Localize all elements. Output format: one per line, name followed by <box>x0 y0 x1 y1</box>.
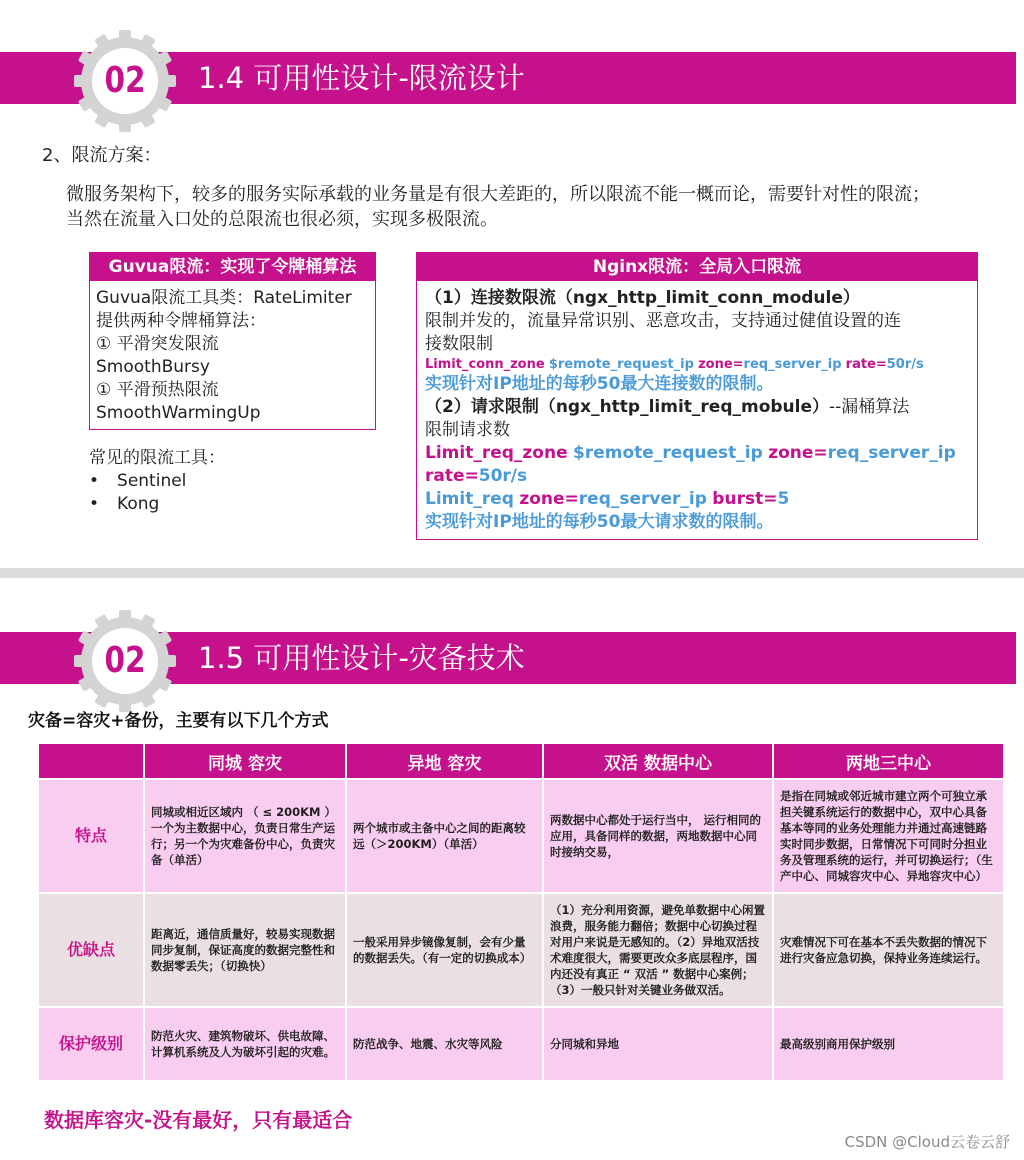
table-corner <box>38 743 144 779</box>
guava-line: 提供两种令牌桶算法： <box>96 311 266 331</box>
table-cell: 最高级别商用保护级别 <box>773 1007 1004 1081</box>
gear-badge-icon <box>72 28 178 134</box>
table-cell: 防范战争、地震、水灾等风险 <box>346 1007 543 1081</box>
tool-item <box>89 493 159 516</box>
dr-table <box>37 742 1005 1082</box>
table-cell: 两数据中心都处于运行当中， 运行相同的应用，具备同样的数据，两地数据中心同时接纳交易， <box>543 779 773 893</box>
table-row <box>38 779 1004 893</box>
conn-limit-title: （1）连接数限流（ngx_http_limit_conn_module） <box>425 288 860 308</box>
table-header: 双活 数据中心 <box>543 743 773 779</box>
conn-limit-result: 实现针对IP地址的每秒50最大连接数的限制。 <box>425 374 774 394</box>
conn-limit-desc: 接数限制 <box>425 334 493 354</box>
guava-line: SmoothBursy <box>96 357 210 377</box>
bullet-icon: • <box>89 471 100 491</box>
req-limit-result: 实现针对IP地址的每秒50最大请求数的限制。 <box>425 512 774 532</box>
tool-item-label: Sentinel <box>117 471 187 491</box>
req-limit-desc: 限制请求数 <box>425 420 510 440</box>
req-limit-code: rate=50r/s <box>425 466 528 486</box>
conn-limit-desc: 限制并发的，流量异常识别、恶意攻击，支持通过健值设置的连 <box>425 311 901 331</box>
guava-line: Guvua限流工具类：RateLimiter <box>96 288 352 308</box>
table-header: 同城 容灾 <box>144 743 346 779</box>
intro-line-2: 当然在流量入口处的总限流也很必须，实现多极限流。 <box>66 209 498 230</box>
nginx-box <box>416 252 978 540</box>
table-cell: 分同城和异地 <box>543 1007 773 1081</box>
req-limit-code: Limit_req zone=req_server_ip burst=5 <box>425 489 790 509</box>
footer-slogan: 数据库容灾-没有最好，只有最适合 <box>44 1108 353 1132</box>
slide-rate-limiting <box>0 0 1024 568</box>
guava-line: ① 平滑预热限流 <box>96 380 219 400</box>
badge-number: 02 <box>104 640 146 681</box>
watermark: CSDN @Cloud云卷云舒 <box>844 1133 1010 1151</box>
slide-title: 1.4 可用性设计-限流设计 <box>198 61 525 95</box>
table-cell: （1）充分利用资源，避免单数据中心闲置浪费，服务能力翻倍；数据中心切换过程对用户来说是无感知的。（2）异地双活技术难度很大，需要更改众多底层程序，国内还没有真正 “ 双活 ” 数据中心案例；（3）一般只针对关键业务做双活。 <box>543 893 773 1007</box>
guava-box <box>89 252 376 430</box>
table-header-row <box>38 743 1004 779</box>
table-cell: 距离近，通信质量好，较易实现数据同步复制，保证高度的数据完整性和数据零丢失；（切换快） <box>144 893 346 1007</box>
gear-badge-icon <box>72 608 178 714</box>
badge-number: 02 <box>104 60 146 101</box>
table-cell: 一般采用异步镜像复制，会有少量的数据丢失。（有一定的切换成本） <box>346 893 543 1007</box>
guava-line: SmoothWarmingUp <box>96 403 261 423</box>
row-label: 特点 <box>38 779 144 893</box>
req-limit-title: （2）请求限制（ngx_http_limit_req_mobule）--漏桶算法 <box>425 397 910 417</box>
intro-line-1: 微服务架构下，较多的服务实际承载的业务量是有很大差距的，所以限流不能一概而论，需要针对性的限流； <box>66 184 930 205</box>
tool-item <box>89 470 186 493</box>
tool-item-label: Kong <box>117 494 160 514</box>
conn-limit-code: Limit_conn_zone $remote_request_ip zone=req_server_ip rate=50r/s <box>425 357 924 372</box>
guava-line: ① 平滑突发限流 <box>96 334 219 354</box>
section-heading: 2、限流方案： <box>42 145 162 166</box>
table-header: 两地三中心 <box>773 743 1004 779</box>
nginx-box-title: Nginx限流：全局入口限流 <box>417 253 977 281</box>
guava-box-title: Guvua限流：实现了令牌桶算法 <box>90 253 375 281</box>
table-cell: 是指在同城或邻近城市建立两个可独立承担关键系统运行的数据中心，双中心具备基本等同的业务处理能力并通过高速链路实时同步数据，日常情况下可同时分担业务及管理系统的运行，并可切换运行；（生产中心、同城容灾中心、异地容灾中心） <box>773 779 1004 893</box>
table-header: 异地 容灾 <box>346 743 543 779</box>
table-cell: 灾难情况下可在基本不丢失数据的情况下进行灾备应急切换，保持业务连续运行。 <box>773 893 1004 1007</box>
table-row <box>38 1007 1004 1081</box>
tools-heading: 常见的限流工具： <box>89 448 225 468</box>
table-cell: 两个城市或主备中心之间的距离较远（＞200KM）（单活） <box>346 779 543 893</box>
req-limit-code: Limit_req_zone $remote_request_ip zone=req_server_ip <box>425 443 956 463</box>
table-cell: 防范火灾、建筑物破坏、供电故障、计算机系统及人为破坏引起的灾难。 <box>144 1007 346 1081</box>
table-cell: 同城或相近区域内 （ ≤ 200KM ）一个为主数据中心，负责日常生产运行；另一个为灾难备份中心，负责灾备（单活） <box>144 779 346 893</box>
slide-title: 1.5 可用性设计-灾备技术 <box>198 641 525 675</box>
dr-intro: 灾备=容灾+备份，主要有以下几个方式 <box>28 711 329 731</box>
bullet-icon: • <box>89 494 100 514</box>
slide-disaster-recovery <box>0 578 1024 1160</box>
row-label: 优缺点 <box>38 893 144 1007</box>
table-row <box>38 893 1004 1007</box>
row-label: 保护级别 <box>38 1007 144 1081</box>
